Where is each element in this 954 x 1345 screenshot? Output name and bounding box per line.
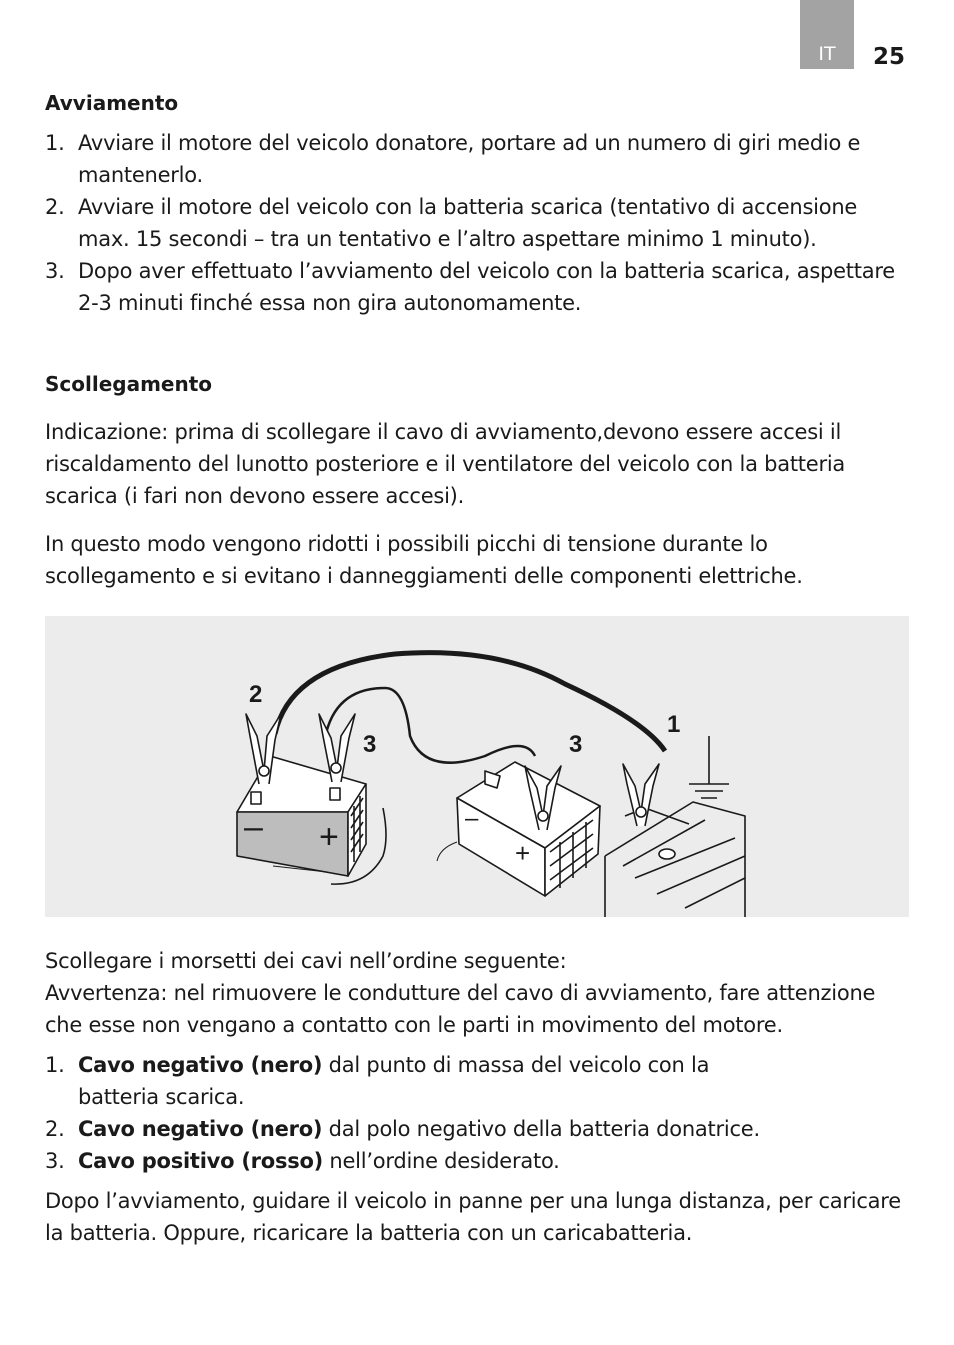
start-steps-list [45,127,911,319]
label-3-left: 3 [363,731,377,758]
page-number: 25 [873,44,906,70]
list-item: 1. Avviare il motore del veicolo donatore, portare ad un numero di giri medio e mantenerlo. [45,131,861,187]
list-item: 2. Avviare il motore del veicolo con la batteria scarica (tentativo di accensione max. 15 secondi – tra un tentativo e l’altro aspettare minimo 1 minuto). [45,195,858,251]
paragraph-closing: Dopo l’avviamento, guidare il veicolo in panne per una lunga distanza, per caricare la batteria. Oppure, ricaricare la batteria con un caricabatteria. [45,1189,901,1245]
illustration-svg [45,616,909,917]
battery-b-plus: + [515,838,531,868]
paragraph-warning: Avvertenza: nel rimuovere le condutture del cavo di avviamento, fare attenzione che esse non vengano a contatto con le parti in movimento del motore. [45,981,876,1037]
paragraph-order: Scollegare i morsetti dei cavi nell’ordine seguente: [45,949,567,973]
battery-b-minus: – [465,805,479,832]
jump-start-illustration [45,616,909,917]
label-2: 2 [249,681,263,708]
label-1: 1 [667,711,681,738]
battery-a-plus: + [319,818,339,856]
label-3-right: 3 [569,731,583,758]
list-item: 2. Cavo negativo (nero) dal polo negativo della batteria donatrice. [45,1117,760,1141]
list-item: 3. Cavo positivo (rosso) nell’ordine desiderato. [45,1149,560,1173]
language-tab [800,0,854,69]
paragraph-voltage-peaks: In questo modo vengono ridotti i possibili picchi di tensione durante lo scollegamento e si evitano i danneggiamenti delle componenti elettriche. [45,532,803,588]
disconnect-steps-list [45,1049,911,1177]
list-item: 1. Cavo negativo (nero) dal punto di massa del veicolo con la batteria scarica. [45,1053,710,1109]
heading-disconnect: Scollegamento [45,372,213,396]
list-item: 3. Dopo aver effettuato l’avviamento del veicolo con la batteria scarica, aspettare 2-3 minuti finché essa non gira autonomamente. [45,259,895,315]
paragraph-indication: Indicazione: prima di scollegare il cavo di avviamento,devono essere accesi il riscaldamento del lunotto posteriore e il ventilatore del veicolo con la batteria scarica (i fari non devono essere accesi). [45,420,846,508]
red-cable [325,688,535,763]
heading-start: Avviamento [45,91,179,115]
language-code: IT [818,43,836,65]
battery-a-minus: – [244,808,263,846]
black-cable [275,653,665,751]
